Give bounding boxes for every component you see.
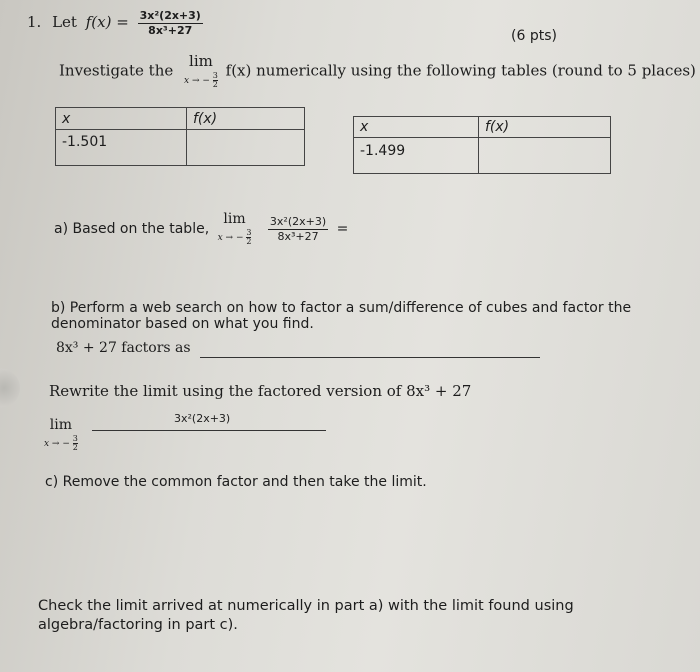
table-right-x-value: -1.499 [354,138,479,174]
part-a-equals: = [336,221,349,237]
part-a-denominator: 8x³+27 [277,229,319,243]
rewrite-lim [44,418,78,452]
investigate-text-after: f(x) numerically using the following tables (round to 5 places) [225,61,696,80]
part-a-limit [218,212,252,246]
check-line2: algebra/factoring in part c). [38,617,238,633]
problem-header [27,10,203,36]
function-denominator: 8x³+27 [148,23,193,37]
table-right-fx-header: f(x) [479,117,611,138]
part-a-fraction [268,216,328,242]
problem-number: 1. [27,13,42,32]
check-line1: Check the limit arrived at numerically in part a) with the limit found using [38,598,574,614]
part-b-line2: denominator based on what you find. [51,316,314,332]
part-a-text: a) Based on the table, [54,221,210,237]
value-table-left [55,107,305,166]
factors-prefix: 8x³ + 27 factors as [56,340,191,356]
part-a-lim-word: lim [223,211,246,227]
rewrite-text: Rewrite the limit using the factored version of 8x³ + 27 [49,382,472,400]
table-left-x-value: -1.501 [56,130,187,166]
investigate-line [59,54,696,89]
rewrite-numerator: 3x²(2x+3) [174,412,231,425]
part-c-text: c) Remove the common factor and then take the limit. [45,474,427,490]
table-right-x-header: x [354,117,479,138]
investigate-lim-sub: x → − $\frac{3}{2}$ [184,71,218,89]
table-right-fx-input[interactable] [479,138,611,174]
points-label: (6 pts) [511,28,557,44]
rewrite-lim-sub: x → − $\frac{3}{2}$ [44,434,78,452]
page-hole-shadow [0,368,20,408]
value-table-right [353,116,611,174]
function-numerator: 3x²(2x+3) [139,9,201,22]
rewrite-lim-word: lim [49,417,73,433]
investigate-lim-word: lim [189,52,213,70]
function-fraction [138,10,203,36]
part-b-line1: b) Perform a web search on how to factor a sum/difference of cubes and factor the [51,300,632,316]
part-a-lim-sub: x → − $\frac{3}{2}$ [217,228,252,246]
table-left-fx-header: f(x) [187,108,305,130]
factors-answer-line[interactable] [200,357,540,358]
investigate-text: Investigate the [59,61,174,80]
table-left-x-header: x [56,108,187,130]
rewrite-limit [44,418,78,452]
function-label: f(x) = [85,13,129,32]
table-left-fx-input[interactable] [187,130,305,166]
investigate-limit [184,54,218,89]
let-text: Let [52,13,77,32]
part-a [54,212,348,246]
rewrite-fraction-bar [92,430,326,431]
part-a-numerator: 3x²(2x+3) [269,214,327,228]
